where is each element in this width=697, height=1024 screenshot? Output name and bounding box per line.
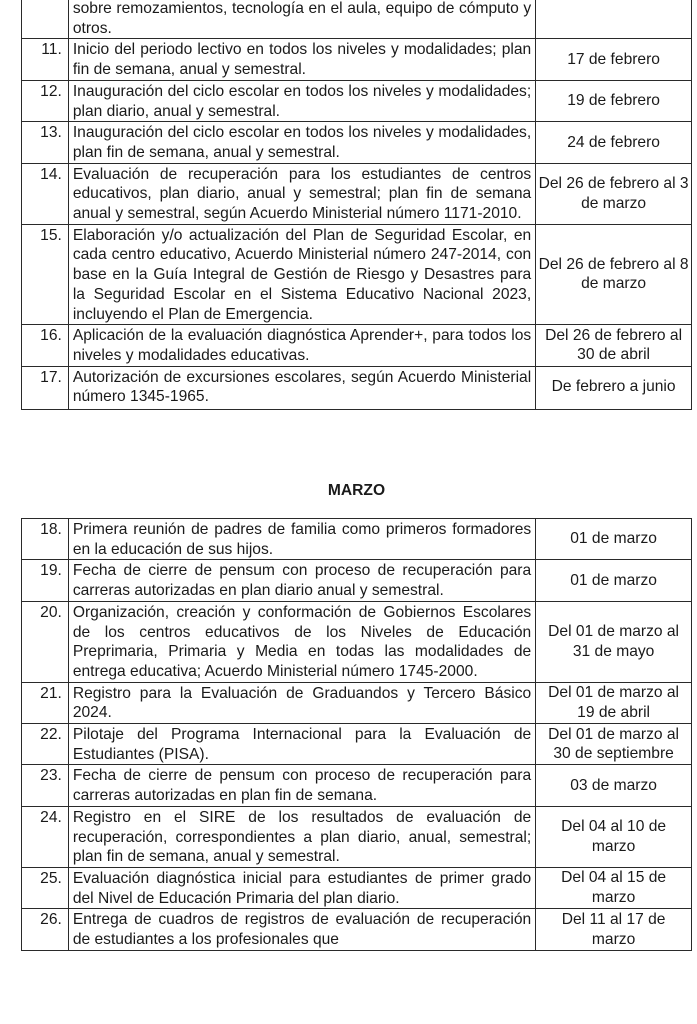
row-date: [536, 0, 692, 39]
table-row: [22, 0, 692, 39]
row-date: Del 26 de febrero al 3 de marzo: [536, 163, 692, 224]
table-row: [22, 39, 692, 80]
table-row: [22, 867, 692, 908]
row-description: Evaluación de recuperación para los estudiantes de centros educativos, plan diario, anual y semestral; plan fin de semana anual y semestral, según Acuerdo Ministerial número 1171-2010.: [68, 163, 535, 224]
table-row: [22, 519, 692, 560]
row-number: 18.: [22, 519, 69, 560]
row-date: De febrero a junio: [536, 366, 692, 409]
row-description: Entrega de cuadros de registros de evaluación de recuperación de estudiantes a los profesionales que: [68, 909, 535, 950]
row-number: 24.: [22, 806, 69, 867]
row-date: Del 04 al 15 de marzo: [536, 867, 692, 908]
row-description: Inauguración del ciclo escolar en todos los niveles y modalidades; plan diario, anual y semestral.: [68, 80, 535, 121]
row-description: Registro para la Evaluación de Graduandos y Tercero Básico 2024.: [68, 682, 535, 723]
row-number: 16.: [22, 325, 69, 366]
calendar-table-march: [21, 518, 692, 951]
row-number: 23.: [22, 765, 69, 806]
table-row: [22, 366, 692, 409]
row-number: 25.: [22, 867, 69, 908]
row-description: Aplicación de la evaluación diagnóstica Aprender+, para todos los niveles y modalidades educativas.: [68, 325, 535, 366]
row-date: Del 01 de marzo al 19 de abril: [536, 682, 692, 723]
table-row: [22, 80, 692, 121]
table-row: [22, 724, 692, 765]
row-date: 01 de marzo: [536, 560, 692, 601]
row-date: 03 de marzo: [536, 765, 692, 806]
row-number: [22, 0, 69, 39]
table-row: [22, 682, 692, 723]
row-description: Registro en el SIRE de los resultados de evaluación de recuperación, correspondientes a plan diario, anual, semestral; plan fin de semana, anual y semestral.: [68, 806, 535, 867]
table-row: [22, 224, 692, 325]
row-description: Evaluación diagnóstica inicial para estudiantes de primer grado del Nivel de Educación Primaria del plan diario.: [68, 867, 535, 908]
row-number: 26.: [22, 909, 69, 950]
row-date: 24 de febrero: [536, 122, 692, 163]
table-row: [22, 560, 692, 601]
row-date: 17 de febrero: [536, 39, 692, 80]
month-heading: MARZO: [327, 482, 386, 499]
table-row: [22, 765, 692, 806]
row-number: 12.: [22, 80, 69, 121]
row-description: Inauguración del ciclo escolar en todos los niveles y modalidades, plan fin de semana, anual y semestral.: [68, 122, 535, 163]
row-description: Inicio del periodo lectivo en todos los niveles y modalidades; plan fin de semana, anual y semestral.: [68, 39, 535, 80]
row-date: Del 26 de febrero al 30 de abril: [536, 325, 692, 366]
row-date: Del 26 de febrero al 8 de marzo: [536, 224, 692, 325]
row-description: Autorización de excursiones escolares, según Acuerdo Ministerial número 1345-1965.: [68, 366, 535, 409]
table-row: [22, 163, 692, 224]
row-date: Del 01 de marzo al 31 de mayo: [536, 601, 692, 682]
row-number: 20.: [22, 601, 69, 682]
row-description: Pilotaje del Programa Internacional para la Evaluación de Estudiantes (PISA).: [68, 724, 535, 765]
row-number: 21.: [22, 682, 69, 723]
row-date: Del 04 al 10 de marzo: [536, 806, 692, 867]
table-row: [22, 601, 692, 682]
row-date: Del 01 de marzo al 30 de septiembre: [536, 724, 692, 765]
row-number: 17.: [22, 366, 69, 409]
row-number: 11.: [22, 39, 69, 80]
row-number: 15.: [22, 224, 69, 325]
row-date: 01 de marzo: [536, 519, 692, 560]
row-description: Primera reunión de padres de familia como primeros formadores en la educación de sus hijos.: [68, 519, 535, 560]
row-number: 22.: [22, 724, 69, 765]
row-date: Del 11 al 17 de marzo: [536, 909, 692, 950]
row-description: sobre remozamientos, tecnología en el aula, equipo de cómputo y otros.: [68, 0, 535, 39]
row-description: Fecha de cierre de pensum con proceso de recuperación para carreras autorizadas en plan diario anual y semestral.: [68, 560, 535, 601]
calendar-table-february: [21, 0, 692, 410]
row-number: 14.: [22, 163, 69, 224]
table-row: [22, 325, 692, 366]
row-number: 13.: [22, 122, 69, 163]
row-number: 19.: [22, 560, 69, 601]
table-row: [22, 806, 692, 867]
table-row: [22, 122, 692, 163]
row-description: Fecha de cierre de pensum con proceso de recuperación para carreras autorizadas en plan fin de semana.: [68, 765, 535, 806]
row-date: 19 de febrero: [536, 80, 692, 121]
table-row: [22, 909, 692, 950]
row-description: Elaboración y/o actualización del Plan de Seguridad Escolar, en cada centro educativo, Acuerdo Ministerial número 247-2014, con base en la Guía Integral de Gestión de Riesgo y Desastres para la Seguridad Escolar en el Sistema Educativo Nacional 2023, incluyendo el Plan de Emergencia.: [68, 224, 535, 325]
row-description: Organización, creación y conformación de Gobiernos Escolares de los centros educativos de los Niveles de Educación Preprimaria, Primaria y Media en todas las modalidades de entrega educativa; Acuerdo Ministerial número 1745-2000.: [68, 601, 535, 682]
